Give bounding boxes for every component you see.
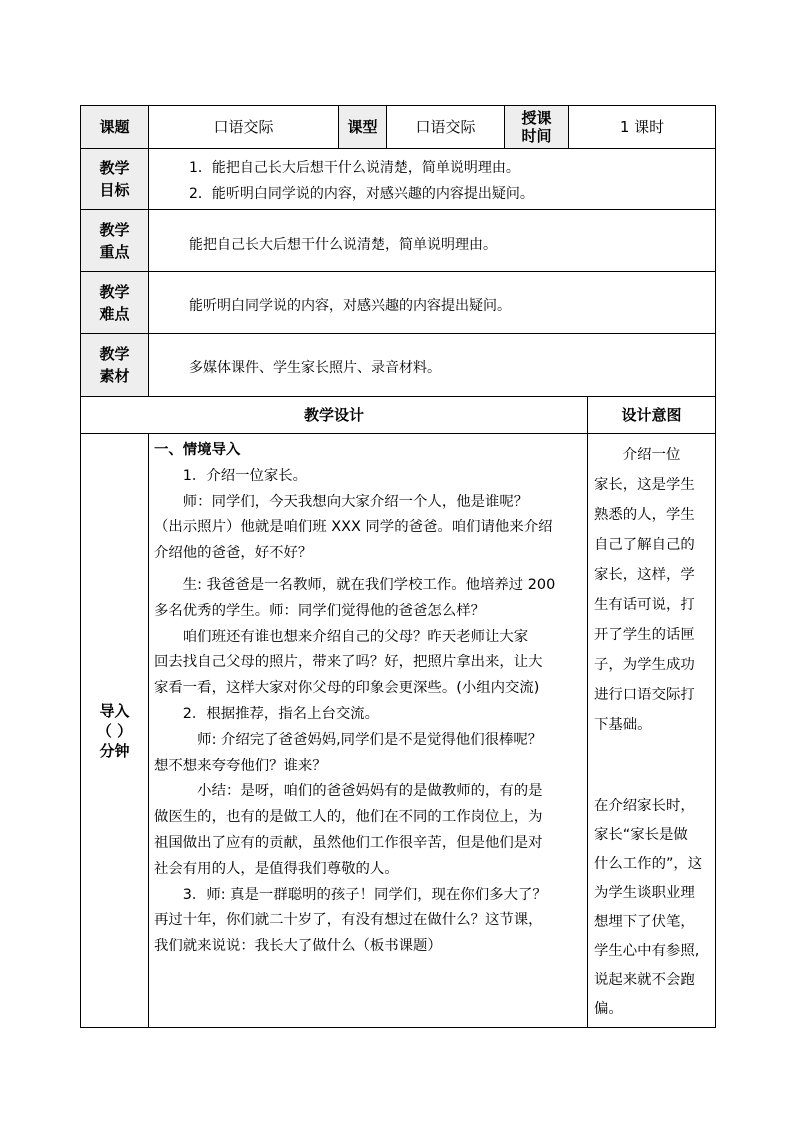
goals-content [149,149,716,210]
intro-side-label [81,434,149,1028]
goals-label-line2: 目标 [99,181,130,199]
intent-line: 生有话可说，打 [594,597,695,613]
design-line: 一、情境导入 [154,442,241,458]
intent-line: 家长，这是学生 [594,477,695,493]
intent-line: 自己了解自己的 [594,537,695,553]
design-line: 介绍他的爸爸，好不好？ [154,545,313,562]
design-line: 祖国做出了应有的贡献，虽然他们工作很辛苦，但是他们是对 [154,834,543,851]
intent-lines-2 [594,792,702,1024]
key-label-line2: 重点 [99,242,130,261]
time-label-line1: 授课 [521,109,552,127]
difficulty-label [81,272,149,334]
design-line: 社会有用的人，是值得我们尊敬的人。 [154,860,399,877]
intent-content [588,434,716,1028]
difficulty-label-line2: 难点 [99,304,130,323]
key-label-line1: 教学 [99,220,130,239]
design-content [149,434,588,1028]
design-line: 2．根据推荐，指名上台交流。 [154,705,380,722]
topic-value: 口语交际 [149,106,339,149]
topic-label: 课题 [81,106,149,149]
time-value: 1 课时 [569,106,716,149]
design-line: 做医生的，也有的是做工人的，他们在不同的工作岗位上，为 [154,809,543,826]
difficulty-label-line1: 教学 [99,282,130,301]
intent-line: 在介绍家长时， [594,798,695,814]
intent-line: 下基础。 [594,717,652,733]
intent-line: 什么工作的”，这 [594,856,703,872]
goal-item-2: 2．能听明白同学说的内容，对感兴趣的内容提出疑问。 [189,186,534,202]
design-header: 教学设计 [81,397,588,434]
intent-lines-1 [594,440,695,740]
intent-line: 家长“家长是做 [594,827,688,843]
goal-item-1: 1．能把自己长大后想干什么说清楚，简单说明理由。 [189,160,520,176]
goals-label [81,149,149,210]
lesson-plan-table [80,105,716,1028]
design-line: 师: 介绍完了爸爸妈妈,同学们是不是觉得他们很棒呢？ [154,731,543,748]
intro-side-line2: （ ） [96,721,133,740]
materials-label [81,334,149,397]
intent-line: 家长，这样，学 [594,567,695,583]
time-label-line2: 时间 [521,127,552,145]
key-text: 能把自己长大后想干什么说清楚，简单说明理由。 [189,237,497,253]
materials-label-line1: 教学 [99,345,130,363]
intent-line: 学生心中有参照, [594,943,700,959]
intent-line: 想埋下了伏笔， [594,914,695,930]
intent-line: 进行口语交际打 [594,687,695,703]
intent-line: 介绍一位 [594,447,681,463]
goals-label-line1: 教学 [99,159,130,177]
intent-line: 开了学生的话匣 [594,627,695,643]
intent-header: 设计意图 [588,397,716,434]
intent-line: 子，为学生成功 [594,657,695,673]
design-lines [154,438,555,960]
intro-side-line1: 导入 [99,701,130,720]
design-line: 咱们班还有谁也想来介绍自己的父母？昨天老师让大家 [154,628,529,645]
intent-line: 为学生谈职业理 [594,885,695,901]
intent-line: 偏。 [594,1001,623,1017]
intent-line: 说起来就不会跑 [594,972,695,988]
design-line: 生: 我爸爸是一名教师，就在我们学校工作。他培养过 200 [154,576,556,593]
materials-content [149,334,716,397]
design-line: 3．师: 真是一群聪明的孩子！同学们，现在你们多大了？ [154,886,547,903]
design-line: 家看一看，这样大家对你父母的印象会更深些。(小组内交流) [154,680,540,697]
design-line: 多名优秀的学生。师：同学们觉得他的爸爸怎么样？ [154,602,485,619]
design-line: 小结：是呀，咱们的爸爸妈妈有的是做教师的，有的是 [154,783,543,800]
intro-side-line3: 分钟 [99,741,130,760]
key-label [81,210,149,272]
design-line: 回去找自己父母的照片，带来了吗？好，把照片拿出来，让大 [154,654,543,671]
design-line: 再过十年，你们就二十岁了，有没有想过在做什么？这节课， [154,912,543,929]
type-value: 口语交际 [387,106,505,149]
difficulty-text: 能听明白同学说的内容，对感兴趣的内容提出疑问。 [189,298,511,314]
materials-text: 多媒体课件、学生家长照片、录音材料。 [189,360,441,376]
materials-label-line2: 素材 [99,367,130,385]
design-line: 师：同学们，今天我想向大家介绍一个人，他是谁呢？ [154,493,529,510]
time-label [505,106,569,149]
intent-line: 熟悉的人，学生 [594,507,695,523]
key-content [149,210,716,272]
type-label: 课型 [339,106,387,149]
design-line: 想不想来夸夸他们？谁来？ [154,757,327,774]
difficulty-content [149,272,716,334]
design-line: 我们就来说说：我长大了做什么（板书课题） [154,938,442,955]
design-line: （出示照片）他就是咱们班 XXX 同学的爸爸。咱们请他来介绍 [154,519,553,536]
design-line: 1．介绍一位家长。 [154,467,308,484]
